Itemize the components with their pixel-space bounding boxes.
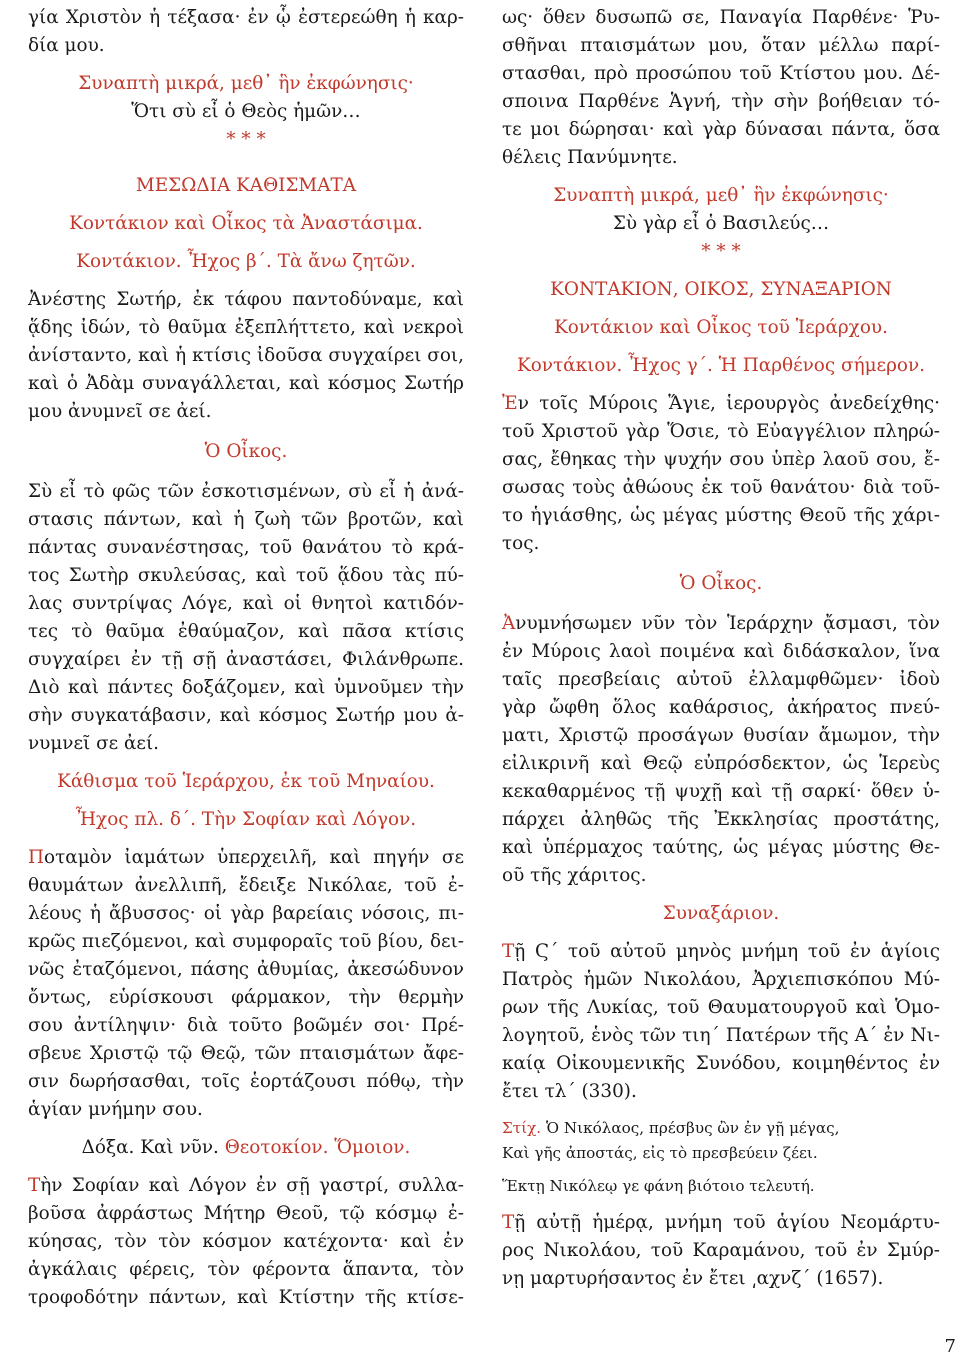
oikos-line: οῦ τῆς χάριτος. xyxy=(502,865,647,886)
continuation-line: θέλεις Πανύμνητε. xyxy=(502,147,678,168)
oikos-line: λας συντρίψας Λόγε, καὶ οἱ θνητοὶ κατιδόν- xyxy=(28,593,464,614)
synaxarion-line: Πατρὸς ἡμῶν Νικολάου, Ἀρχιεπισκόπου Μύ- xyxy=(502,969,940,990)
ekfonisis: Ὅτι σὺ εἶ ὁ Θεὸς ἡμῶν… xyxy=(131,101,361,122)
oikos-line: συγχαίρει ἐν τῇ σῇ ἀναστάσει, Φιλάνθρωπε. xyxy=(28,649,464,670)
kathisma-line: νῶς ἐταζόμενοι, πάσης ἀθυμίας, ἀκεσώδυνον xyxy=(28,959,464,980)
synaxarion-line: ἔτει τλ΄ (330). xyxy=(502,1081,637,1102)
right-column xyxy=(502,0,940,1293)
drop-initial: Τ xyxy=(28,1175,41,1196)
ekfonisis: Σὺ γὰρ εἶ ὁ Βασιλεύς… xyxy=(612,213,830,234)
theotokion-line: τροφοδότην πάντων, καὶ Κτίστην τῆς κτίσε- xyxy=(28,1287,464,1308)
drop-initial: Ἐ xyxy=(502,393,518,414)
kontakion-title: Κοντάκιον. Ἦχος β΄. Τὰ ἄνω ζητῶν. xyxy=(76,251,416,272)
kathisma-mode: Ἦχος πλ. δ΄. Τὴν Σοφίαν καὶ Λόγον. xyxy=(75,809,417,830)
kathisma-line: Ποταμὸν ἰαμάτων ὑπερχειλῆ, καὶ πηγήν σε xyxy=(28,847,464,868)
oikos-title: Ὁ Οἶκος. xyxy=(679,573,763,594)
stichos-line: Στίχ. Ὁ Νικόλαος, πρέσβυς ὢν ἐν γῇ μέγας, xyxy=(502,1119,840,1137)
kontakion-title: Κοντάκιον. Ἦχος γ΄. Ἡ Παρθένος σήμερον. xyxy=(517,355,925,376)
kathisma-line: σβευε Χριστῷ τῷ Θεῷ, τῶν πταισμάτων ἄφε- xyxy=(28,1043,464,1064)
kathisma-line: σου ἀντίληψιν· διὰ τοῦτο βοῶμέν σοι· Πρέ- xyxy=(28,1015,464,1036)
oikos-line: ἐν Μύροις λαοὶ ποιμένα καὶ διδάσκαλον, ἵνα xyxy=(502,641,940,662)
intro-line: γία Χριστὸν ἡ τέξασα· ἐν ᾧ ἐστερεώθη ἡ καρ- xyxy=(28,7,464,28)
kathisma-line: ἁγίαν μνήμην σου. xyxy=(28,1099,203,1120)
kontakion-line: Ἐν τοῖς Μύροις Ἅγιε, ἱερουργὸς ἀνεδείχθης· xyxy=(502,393,940,414)
oikos-title: Ὁ Οἶκος. xyxy=(204,441,288,462)
drop-initial: Τ xyxy=(502,1212,515,1233)
kathisma-line: σιν δωρήσασθαι, τοῖς ἑορτάζουσι πόθῳ, τὴν xyxy=(28,1071,464,1092)
neomartyr-line: ρος Νικολάου, τοῦ Καραμάνου, τοῦ ἐν Σμύρ- xyxy=(502,1240,940,1261)
oikos-line: νυμνεῖ σε ἀεί. xyxy=(28,733,160,754)
oikos-line: Ἀνυμνήσωμεν νῦν τὸν Ἱεράρχην ᾄσμασι, τὸν xyxy=(502,613,940,634)
oikos-line: ματι, Χριστῷ προσάγων θυσίαν ἄμωμον, τὴν xyxy=(502,725,940,746)
oikos-line: εἰλικρινῆ καὶ Θεῷ εὐπρόσδεκτον, ὡς Ἱερεὺς xyxy=(502,753,940,774)
continuation-line: τε μοι δώρησαι· καὶ γὰρ δύνασαι πάντα, ὅσα xyxy=(502,119,940,140)
kontakion-line: ᾅδης ἰδών, τὸ θαῦμα ἐξεπλήττετο, καὶ νεκροὶ xyxy=(28,317,464,338)
kathisma-title: Κάθισμα τοῦ Ἱεράρχου, ἐκ τοῦ Μηναίου. xyxy=(57,771,435,792)
oikos-line: τες τὸ θαῦμα ἐθαύμαζον, καὶ πᾶσα κτίσις xyxy=(28,621,464,642)
stichos-label: Στίχ. xyxy=(502,1119,542,1137)
rubric-synapti: Συναπτὴ μικρά, μεθ᾽ ἣν ἐκφώνησις· xyxy=(78,73,414,94)
oikos-line: καὶ ὑπέρμαχος ταύτης, ὡς μέγας μύστης Θε- xyxy=(502,837,940,858)
kathisma-line: λέους ἡ ἄβυσσος· οἱ γὰρ βαρείαις νόσοις, πι- xyxy=(28,903,464,924)
synaxarion-line: λογητοῦ, ἑνὸς τῶν τιη΄ Πατέρων τῆς Α΄ ἐν Νι- xyxy=(502,1025,940,1046)
synaxarion-line: καίᾳ Οἰκουμενικῆς Συνόδου, κοιμηθέντος ἐν xyxy=(502,1053,940,1074)
oikos-line: τος Σωτὴρ σκυλεύσας, καὶ τοῦ ᾅδου τὰς πύ- xyxy=(28,565,464,586)
oikos-line: στασις πάντων, καὶ ἡ ζωὴ τῶν βροτῶν, καὶ xyxy=(28,509,464,530)
section-heading: ΜΕΣΩΔΙΑ ΚΑΘΙΣΜΑΤΑ xyxy=(135,175,357,196)
kathisma-line: ὄντως, εὑρίσκουσι φάρμακον, τὴν θερμὴν xyxy=(28,987,464,1008)
kontakion-line: ἀνίσταντο, καὶ ἡ κτίσις ἰδοῦσα συγχαίρει σοι, xyxy=(28,345,464,366)
kontakion-line: μου ἀνυμνεῖ σε ἀεί. xyxy=(28,401,212,422)
drop-initial: Ἀ xyxy=(502,613,516,634)
oikos-line: πάντας συνανέστησας, τοῦ θανάτου τὸ κρά- xyxy=(28,537,464,558)
theotokion-line: Τὴν Σοφίαν καὶ Λόγον ἐν σῇ γαστρί, συλλα- xyxy=(28,1175,464,1196)
continuation-line: σποινα Παρθένε Ἁγνή, τὴν σὴν βοήθειαν τό- xyxy=(502,91,940,112)
neomartyr-line: νῃ μαρτυρήσαντος ἐν ἔτει ͵αχνζ΄ (1657). xyxy=(502,1268,884,1289)
intro-line: δία μου. xyxy=(28,35,105,56)
oikos-line: σὴν συγκατάβασιν, καὶ κόσμος Σωτήρ μου ἀ- xyxy=(28,705,464,726)
synaxarion-line: Τῇ Ϛ΄ τοῦ αὐτοῦ μηνὸς μνήμη τοῦ ἐν ἁγίοις xyxy=(502,941,940,962)
section-stars: * * * xyxy=(701,241,741,262)
stichos-line: Καὶ γῆς ἀποστάς, εἰς τὸ πρεσβεύειν ζέει. xyxy=(502,1144,818,1162)
doxa-line: Δόξα. Καὶ νῦν. Θεοτοκίον. Ὅμοιον. xyxy=(81,1137,411,1158)
kontakion-line: τοῦ Χριστοῦ γὰρ Ὅσιε, τὸ Εὐαγγέλιον πληρώ- xyxy=(502,421,940,442)
section-heading: ΚΟΝΤΑΚΙΟΝ, ΟΙΚΟΣ, ΣΥΝΑΞΑΡΙΟΝ xyxy=(550,279,892,300)
oikos-line: Διὸ καὶ πάντες δοξάζομεν, καὶ ὑμνοῦμεν τὴν xyxy=(28,677,464,698)
neomartyr-line: Τῇ αὐτῇ ἡμέρᾳ, μνήμη τοῦ ἁγίου Νεομάρτυ- xyxy=(502,1212,940,1233)
theotokion-line: βοῦσα ἀφράστως Μήτηρ Θεοῦ, τῷ κόσμῳ ἐ- xyxy=(28,1203,464,1224)
continuation-line: σθῆναι πταισμάτων μου, ὅταν μέλλω παρί- xyxy=(502,35,940,56)
kontakion-line: το ἡγιάσθης, ὡς μέγας μύστης Θεοῦ τῆς χάρι- xyxy=(502,505,940,526)
kathisma-line: κρῶς πιεζόμενοι, καὶ συμφοραῖς τοῦ βίου, δει- xyxy=(28,931,464,952)
oikos-line: γὰρ ὤφθη ὅλος καθάρσιος, ἀκήρατος πνεύ- xyxy=(502,697,940,718)
theotokion-line: κύησας, τὸν τὸν κόσμον κατέχοντα· καὶ ἐν xyxy=(28,1231,464,1252)
kontakion-line: Ἀνέστης Σωτήρ, ἐκ τάφου παντοδύναμε, καὶ xyxy=(28,289,464,310)
synaxarion-title: Συναξάριον. xyxy=(662,903,780,924)
rubric-synapti: Συναπτὴ μικρά, μεθ᾽ ἣν ἐκφώνησις· xyxy=(553,185,889,206)
left-column xyxy=(28,0,464,1312)
oikos-line: κεκαθαρμένος τῇ ψυχῇ καὶ τῇ σαρκί· ὅθεν ὑ- xyxy=(502,781,940,802)
kontakion-line: καὶ ὁ Ἀδὰμ συναγάλλεται, καὶ κόσμος Σωτήρ xyxy=(28,373,464,394)
section-subheading: Κοντάκιον καὶ Οἶκος τοῦ Ἱεράρχου. xyxy=(554,317,888,338)
oikos-line: πάρχει ἀληθῶς τῆς Ἐκκλησίας προστάτης, xyxy=(502,809,940,830)
synaxarion-line: ρων τῆς Λυκίας, τοῦ Θαυματουργοῦ καὶ Ὁμο- xyxy=(502,997,940,1018)
kathisma-line: θαυμάτων ἀνελλιπῆ, ἔδειξε Νικόλαε, τοῦ ἐ- xyxy=(28,875,464,896)
kontakion-line: σας, ἔθηκας τὴν ψυχήν σου ὑπὲρ λαοῦ σου, ἔ- xyxy=(502,449,940,470)
theotokion-line: ἀγκάλαις φέρεις, τὸν φέροντα ἅπαντα, τὸν xyxy=(28,1259,464,1280)
section-stars: * * * xyxy=(226,129,266,150)
kontakion-line: σωσας τοὺς ἀθώους ἐκ τοῦ θανάτου· διὰ τοῦ- xyxy=(502,477,940,498)
kontakion-line: τος. xyxy=(502,533,540,554)
drop-initial: Π xyxy=(28,847,45,868)
drop-initial: Τ xyxy=(502,941,515,962)
section-subheading: Κοντάκιον καὶ Οἶκος τὰ Ἀναστάσιμα. xyxy=(69,213,423,234)
page-number: 7 xyxy=(944,1336,956,1357)
continuation-line: ως· ὅθεν δυσωπῶ σε, Παναγία Παρθένε· Ῥυ- xyxy=(502,7,940,28)
oikos-line: ταῖς πρεσβείαις αὐτοῦ ἐλλαμφθῶμεν· ἰδοὺ xyxy=(502,669,940,690)
oikos-line: Σὺ εἶ τὸ φῶς τῶν ἐσκοτισμένων, σὺ εἶ ἡ ἀνά- xyxy=(28,481,464,502)
ekti-line: Ἕκτῃ Νικόλεῳ γε φάνη βιότοιο τελευτή. xyxy=(502,1177,815,1195)
continuation-line: στασθαι, πρὸ προσώπου τοῦ Κτίστου μου. Δέ- xyxy=(502,63,940,84)
